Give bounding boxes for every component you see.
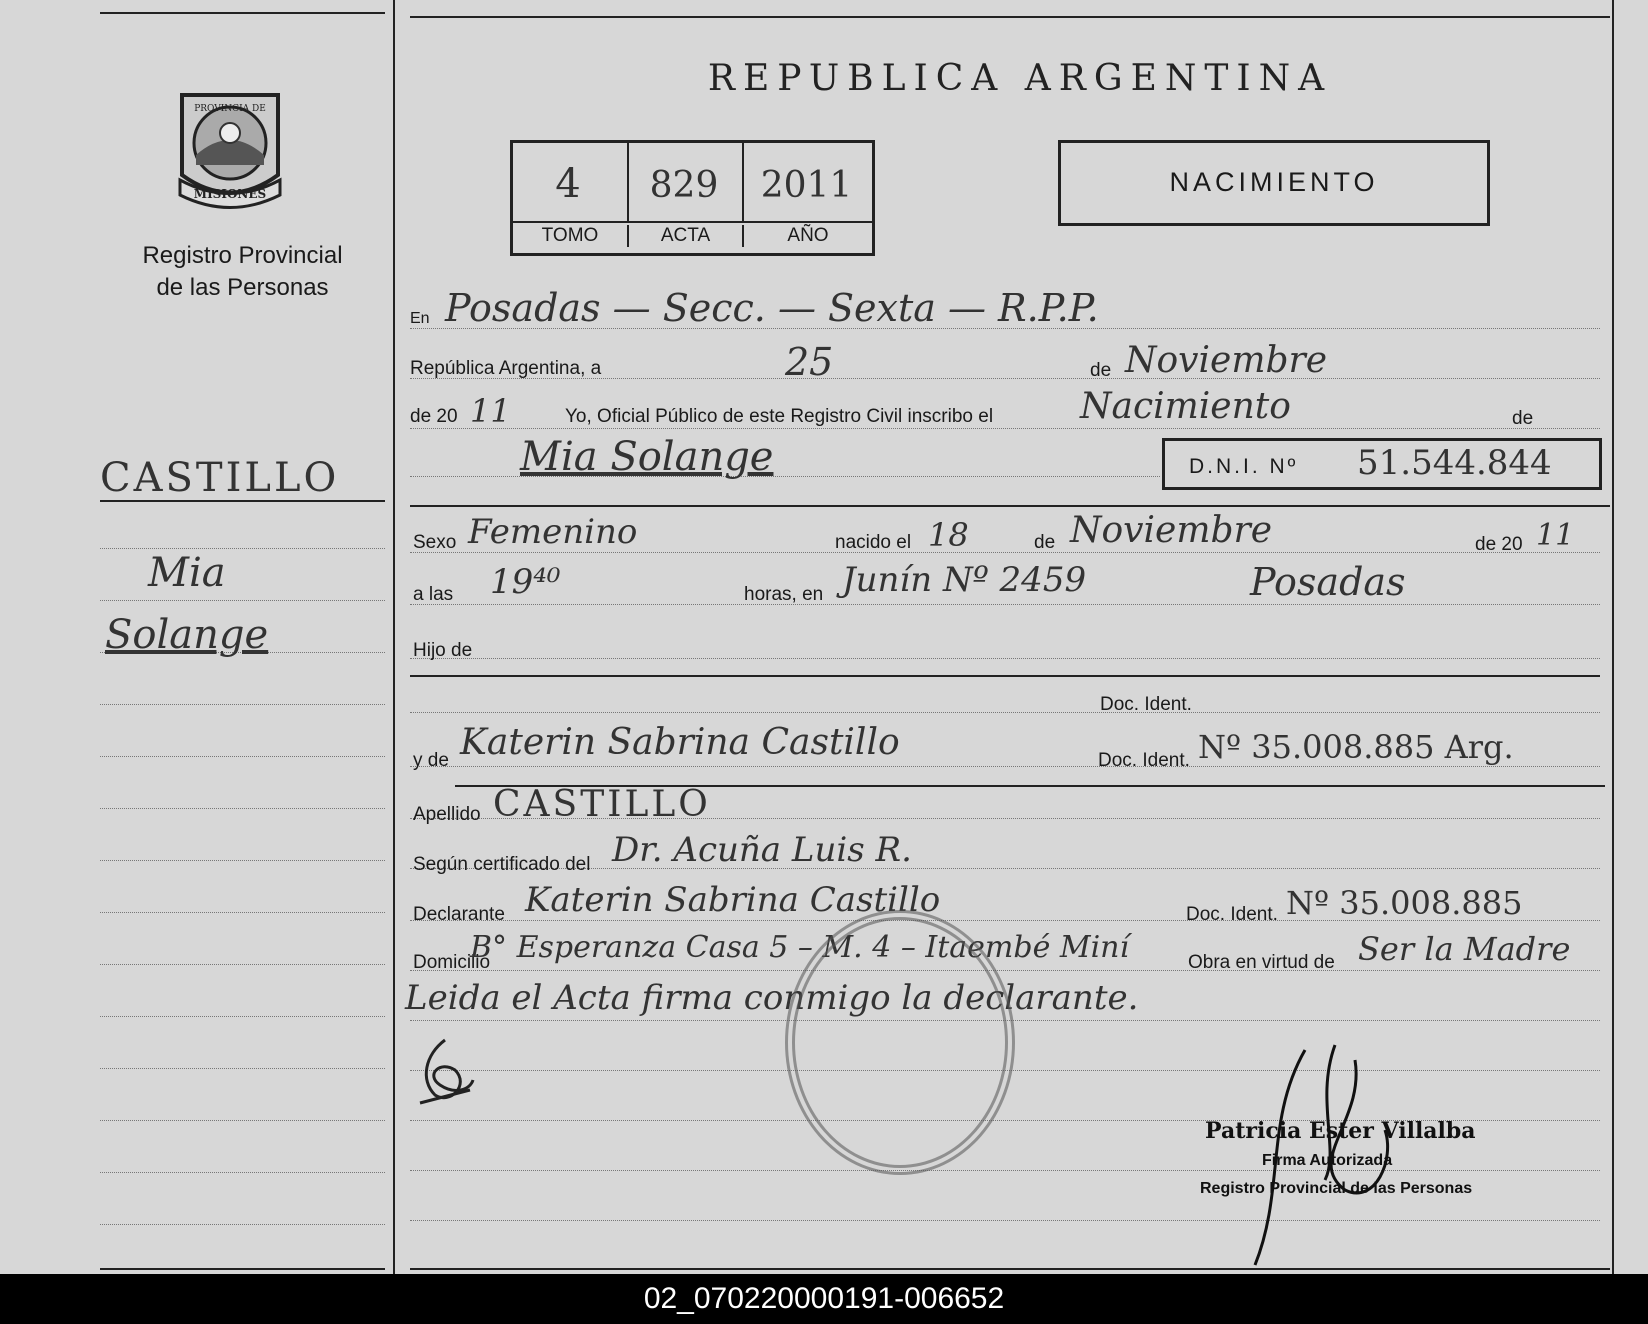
nacido-year: 11 [1536,518,1575,553]
year-prefix-label: de 20 [410,406,458,427]
declarante-label: Declarante [413,904,505,925]
obra-value: Ser la Madre [1358,930,1571,968]
declarante-doc-value: Nº 35.008.885 [1286,884,1523,922]
ciudad-value: Posadas [1250,560,1406,604]
form-line [410,552,1600,553]
nacido-de-label: de [1034,532,1056,553]
document-id-footer: 02_070220000191-006652 [0,1274,1648,1324]
signer-role: Firma Autorizada [1262,1152,1393,1169]
margin-line [100,860,385,861]
acta-value: 829 [649,165,719,206]
signer-name: Patricia Ester Villalba [1205,1118,1476,1144]
act-type-label: NACIMIENTO [1169,167,1379,197]
obra-label: Obra en virtud de [1188,952,1335,973]
initials-signature [415,1035,475,1115]
acta-cell [629,143,744,221]
form-line [410,604,1600,605]
domicilio-label: Domicilio [413,952,491,973]
hijo-rule [410,675,1600,677]
sexo-label: Sexo [413,532,457,553]
apellido-value: CASTILLO [493,784,711,825]
nacido-year-prefix: de 20 [1475,534,1523,555]
hora-value: 19⁴⁰ [490,562,561,602]
margin-line [100,1016,385,1017]
en-value: Posadas — Secc. — Sexta — R.P.P. [445,286,1099,330]
bottom-rule-right [410,1268,1610,1270]
margin-line [100,808,385,809]
margin-name1: Mia [148,550,226,596]
margin-surname: CASTILLO [100,455,340,501]
certificado-value: Dr. Acuña Luis R. [612,830,912,870]
certificado-label: Según certificado del [413,854,591,875]
margin-line [100,600,385,601]
column-divider [393,0,395,1274]
anio-label: AÑO [787,225,829,246]
nacido-day: 18 [928,516,969,554]
alas-label: a las [413,584,454,605]
republica-label: República Argentina, a [410,358,602,379]
inscribo-de-label: de [1512,408,1534,429]
top-rule-right [410,16,1610,18]
tomo-label: TOMO [513,225,629,247]
right-border [1612,0,1614,1274]
sexo-value: Femenino [468,512,638,552]
tomo-value: 4 [555,161,581,207]
page-title: REPUBLICA ARGENTINA [707,58,1333,99]
form-line [410,428,1600,429]
hijo-label: Hijo de [413,640,473,661]
signer-office: Registro Provincial de las Personas [1200,1180,1473,1197]
margin-line [100,756,385,757]
margin-line [100,704,385,705]
seal-bottom-text: MISIONES [193,187,267,201]
yde-label: y de [413,750,449,771]
seal-top-text: PROVINCIA DE [194,104,266,114]
dni-box [1162,438,1602,490]
margin-line [100,548,385,549]
top-rule-left [100,12,385,14]
margin-line [100,912,385,913]
madre-value: Katerin Sabrina Castillo [460,722,900,763]
margin-line [100,1172,385,1173]
anio-value: 2011 [760,165,853,206]
declarante-value: Katerin Sabrina Castillo [525,880,941,920]
en-label: En [410,310,430,327]
inscribo-value: Nacimiento [1080,386,1291,427]
nacido-month: Noviembre [1070,510,1273,551]
padre-doc-label: Doc. Ident. [1100,694,1192,715]
day-value: 25 [785,340,834,384]
form-line [410,1170,1600,1171]
dni-value: 51.544.844 [1357,443,1552,483]
month-value: Noviembre [1125,340,1328,381]
tomo-cell [513,143,629,221]
box-divider [513,221,872,223]
margin-name2: Solange [105,612,269,658]
margin-line [100,1120,385,1121]
year-value: 11 [470,392,511,430]
lugar-value: Junín Nº 2459 [842,560,1087,600]
form-line [410,712,1600,713]
record-number-box [510,140,875,256]
form-line [410,1220,1600,1221]
section-rule [410,505,1610,507]
leida-value: Leida el Acta firma conmigo la declarante. [405,978,1139,1018]
declarante-doc-label: Doc. Ident. [1186,904,1278,925]
bottom-rule-left [100,1268,385,1270]
nombre-value: Mia Solange [520,434,774,480]
margin-line [100,1068,385,1069]
month-de-label: de [1090,360,1112,381]
dni-label: D.N.I. Nº [1189,455,1299,478]
form-line [410,658,1600,659]
horas-label: horas, en [744,584,824,605]
registry-line2: de las Personas [156,274,329,301]
act-type-box [1058,140,1490,226]
madre-doc-label: Doc. Ident. [1098,750,1190,771]
madre-doc-value: Nº 35.008.885 Arg. [1198,728,1514,766]
margin-line [100,1224,385,1225]
inscribo-label: Yo, Oficial Público de este Registro Civil inscribo el [565,406,994,427]
form-line [410,766,1600,767]
domicilio-value: B° Esperanza Casa 5 – M. 4 – Itaembé Miní [470,930,1130,965]
nacido-label: nacido el [835,532,912,553]
anio-cell [744,143,872,221]
registry-line1: Registro Provincial [142,242,343,269]
misiones-seal-logo [172,85,288,210]
acta-label: ACTA [629,225,744,247]
form-line [410,970,1600,971]
margin-line [100,964,385,965]
apellido-label: Apellido [413,804,481,825]
official-stamp [785,910,1015,1175]
